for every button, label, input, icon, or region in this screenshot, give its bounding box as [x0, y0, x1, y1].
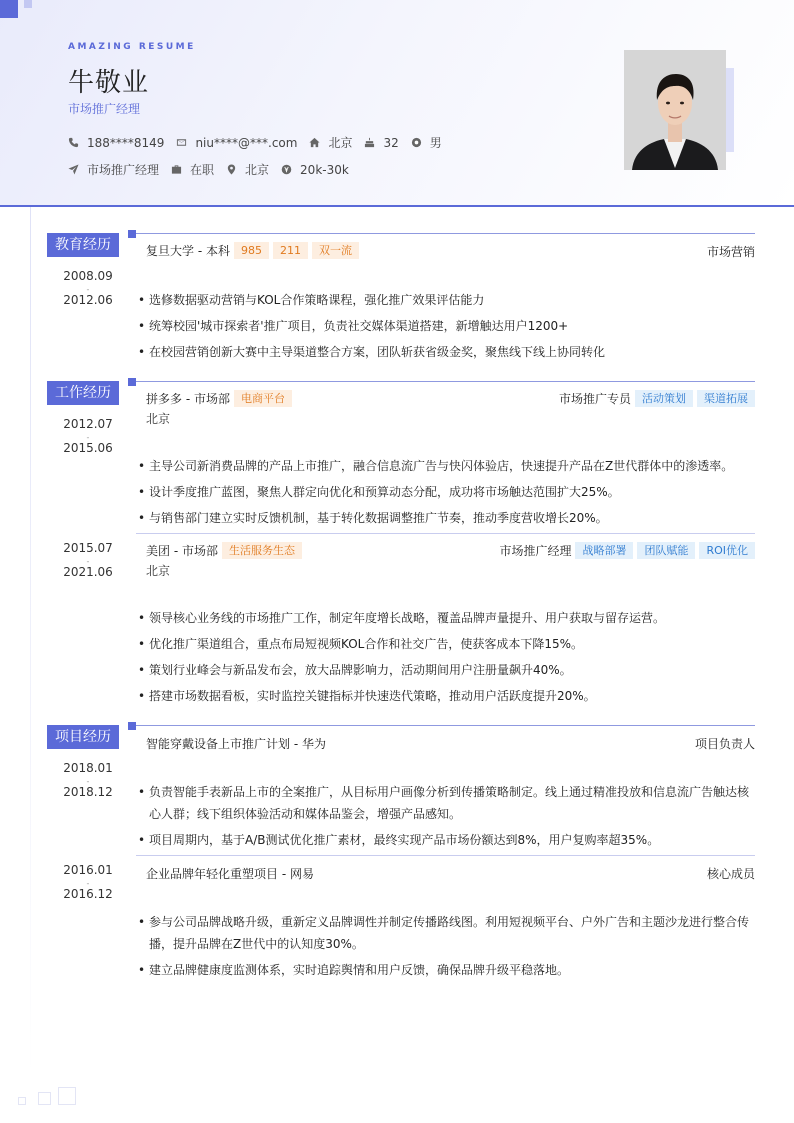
age-text: 32 [383, 135, 399, 150]
work-end-date: 2021.06 [63, 565, 113, 579]
money-icon [281, 164, 292, 175]
edu-school [146, 242, 359, 259]
briefcase-icon [171, 164, 182, 175]
edu-bullet: • 统筹校园'城市探索者'推广项目，负责社交媒体渠道搭建，新增触达用户1200+ [138, 315, 755, 337]
edu-school-name: 复旦大学 - 本科 [146, 244, 230, 258]
work-start-date: 2015.07 [63, 541, 113, 555]
work-role-name: 市场推广经理 [499, 544, 572, 558]
work-end-date: 2015.06 [63, 441, 113, 455]
salary-item [281, 163, 349, 177]
project-name: 智能穿戴设备上市推广计划 - 华为 [146, 737, 326, 751]
intent-city-text: 北京 [245, 163, 270, 177]
work-role-name: 市场推广专员 [558, 392, 631, 406]
date-separator: - [86, 879, 90, 888]
edu-start-date: 2008.09 [63, 269, 113, 283]
section-title-work: 工作经历 [47, 381, 119, 405]
date-separator: - [86, 285, 90, 294]
decorative-square [18, 1097, 26, 1105]
work-location: 北京 [146, 412, 171, 426]
edu-end-date: 2012.06 [63, 293, 113, 307]
work-bullet: • 设计季度推广蓝图，聚焦人群定向优化和预算动态分配，成功将市场触达范围扩大25%。 [138, 481, 755, 503]
project-bullet: • 负责智能手表新品上市的全案推广，从目标用户画像分析到传播策略制定。线上通过精准投放和信息流广告触达核心人群；线下组织体验活动和媒体品鉴会，增强产品感知。 [138, 781, 755, 825]
section-title-education: 教育经历 [47, 233, 119, 257]
industry-tag: 生活服务生态 [222, 542, 302, 559]
gender-icon [411, 137, 422, 148]
intent-position-item [68, 161, 159, 178]
work-bullet: • 搭建市场数据看板，实时监控关键指标并快速迭代策略，推动用户活跃度提升20%。 [138, 685, 755, 707]
project-bullet: • 项目周期内，基于A/B测试优化推广素材，最终实现产品市场份额达到8%，用户复购率超35%。 [138, 829, 755, 851]
salary-text: 20k-30k [300, 162, 349, 177]
project-start-date: 2016.01 [63, 863, 113, 877]
decorative-square [58, 1087, 76, 1105]
intent-city-item [226, 161, 269, 178]
resume-header [0, 0, 794, 207]
date-separator: - [86, 433, 90, 442]
work-role [499, 542, 755, 559]
date-separator: - [86, 557, 90, 566]
industry-tag: 电商平台 [234, 390, 292, 407]
candidate-name: 牛敬业 [68, 68, 150, 98]
work-bullet: • 优化推广渠道组合，重点布局短视频KOL合作和社交广告，使获客成本下降15%。 [138, 633, 755, 655]
skill-tag: 战略部署 [575, 542, 633, 559]
edu-bullet: • 在校园营销创新大赛中主导渠道整合方案，团队斩获省级金奖，聚焦线下线上协同转化 [138, 341, 755, 363]
skill-tag: 渠道拓展 [697, 390, 755, 407]
email-item [176, 136, 297, 150]
project-role: 核心成员 [706, 867, 755, 881]
send-icon [68, 164, 79, 175]
phone-icon [68, 137, 79, 148]
city-text: 北京 [328, 136, 353, 150]
section-marker [128, 230, 136, 238]
project-end-date: 2016.12 [63, 887, 113, 901]
work-bullet: • 与销售部门建立实时反馈机制，基于转化数据调整推广节奏，推动季度营收增长20%。 [138, 507, 755, 529]
edu-tag: 985 [234, 242, 269, 259]
work-location: 北京 [146, 564, 171, 578]
phone-text: 188****8149 [87, 135, 165, 150]
email-text: niu****@***.com [195, 135, 298, 150]
mail-icon [176, 137, 187, 148]
section-divider [136, 233, 755, 234]
edu-major: 市场营销 [706, 245, 755, 259]
decorative-vertical-line [30, 207, 31, 1077]
gender-item [411, 134, 442, 151]
project-bullet: • 建立品牌健康度监测体系，实时追踪舆情和用户反馈，确保品牌升级平稳落地。 [138, 959, 755, 981]
work-role [559, 390, 755, 407]
entry-divider [136, 533, 755, 534]
work-bullet: • 策划行业峰会与新品发布会，放大品牌影响力，活动期间用户注册量飙升40%。 [138, 659, 755, 681]
decorative-square [0, 0, 18, 18]
work-company [146, 390, 292, 407]
profile-photo [624, 50, 726, 170]
edu-bullet: • 选修数据驱动营销与KOL合作策略课程，强化推广效果评估能力 [138, 289, 755, 311]
intent-position-text: 市场推广经理 [87, 163, 160, 177]
work-company [146, 542, 302, 559]
section-divider [136, 381, 755, 382]
work-company-name: 美团 - 市场部 [146, 544, 218, 558]
candidate-title: 市场推广经理 [68, 102, 141, 116]
section-divider [136, 725, 755, 726]
work-start-date: 2012.07 [63, 417, 113, 431]
date-separator: - [86, 777, 90, 786]
status-text: 在职 [190, 163, 215, 177]
section-title-projects: 项目经历 [47, 725, 119, 749]
edu-tag: 双一流 [312, 242, 359, 259]
work-bullet: • 主导公司新消费品牌的产品上市推广，融合信息流广告与快闪体验店，快速提升产品在Z世代群体中的渗透率。 [138, 455, 755, 477]
job-intent-row [68, 161, 361, 178]
skill-tag: 团队赋能 [637, 542, 695, 559]
edu-tag: 211 [273, 242, 308, 259]
project-end-date: 2018.12 [63, 785, 113, 799]
entry-divider [136, 855, 755, 856]
decorative-square [38, 1092, 51, 1105]
section-marker [128, 722, 136, 730]
contact-info-row [68, 134, 454, 151]
location-icon [226, 164, 237, 175]
skill-tag: ROI优化 [699, 542, 755, 559]
resume-tagline: AMAZING RESUME [68, 42, 196, 52]
work-bullet: • 领导核心业务线的市场推广工作，制定年度增长战略，覆盖品牌声量提升、用户获取与留存运营。 [138, 607, 755, 629]
cake-icon [364, 137, 375, 148]
phone-item [68, 136, 164, 150]
age-item [364, 136, 398, 150]
skill-tag: 活动策划 [635, 390, 693, 407]
decorative-square-small [24, 0, 32, 8]
gender-text: 男 [429, 136, 442, 150]
work-company-name: 拼多多 - 市场部 [146, 392, 230, 406]
home-icon [309, 137, 320, 148]
section-marker [128, 378, 136, 386]
city-item [309, 134, 352, 151]
project-role: 项目负责人 [694, 737, 755, 751]
project-bullet: • 参与公司品牌战略升级，重新定义品牌调性并制定传播路线图。利用短视频平台、户外广告和主题沙龙进行整合传播，提升品牌在Z世代中的认知度30%。 [138, 911, 755, 955]
project-start-date: 2018.01 [63, 761, 113, 775]
status-item [171, 161, 214, 178]
project-name: 企业品牌年轻化重塑项目 - 网易 [146, 867, 314, 881]
